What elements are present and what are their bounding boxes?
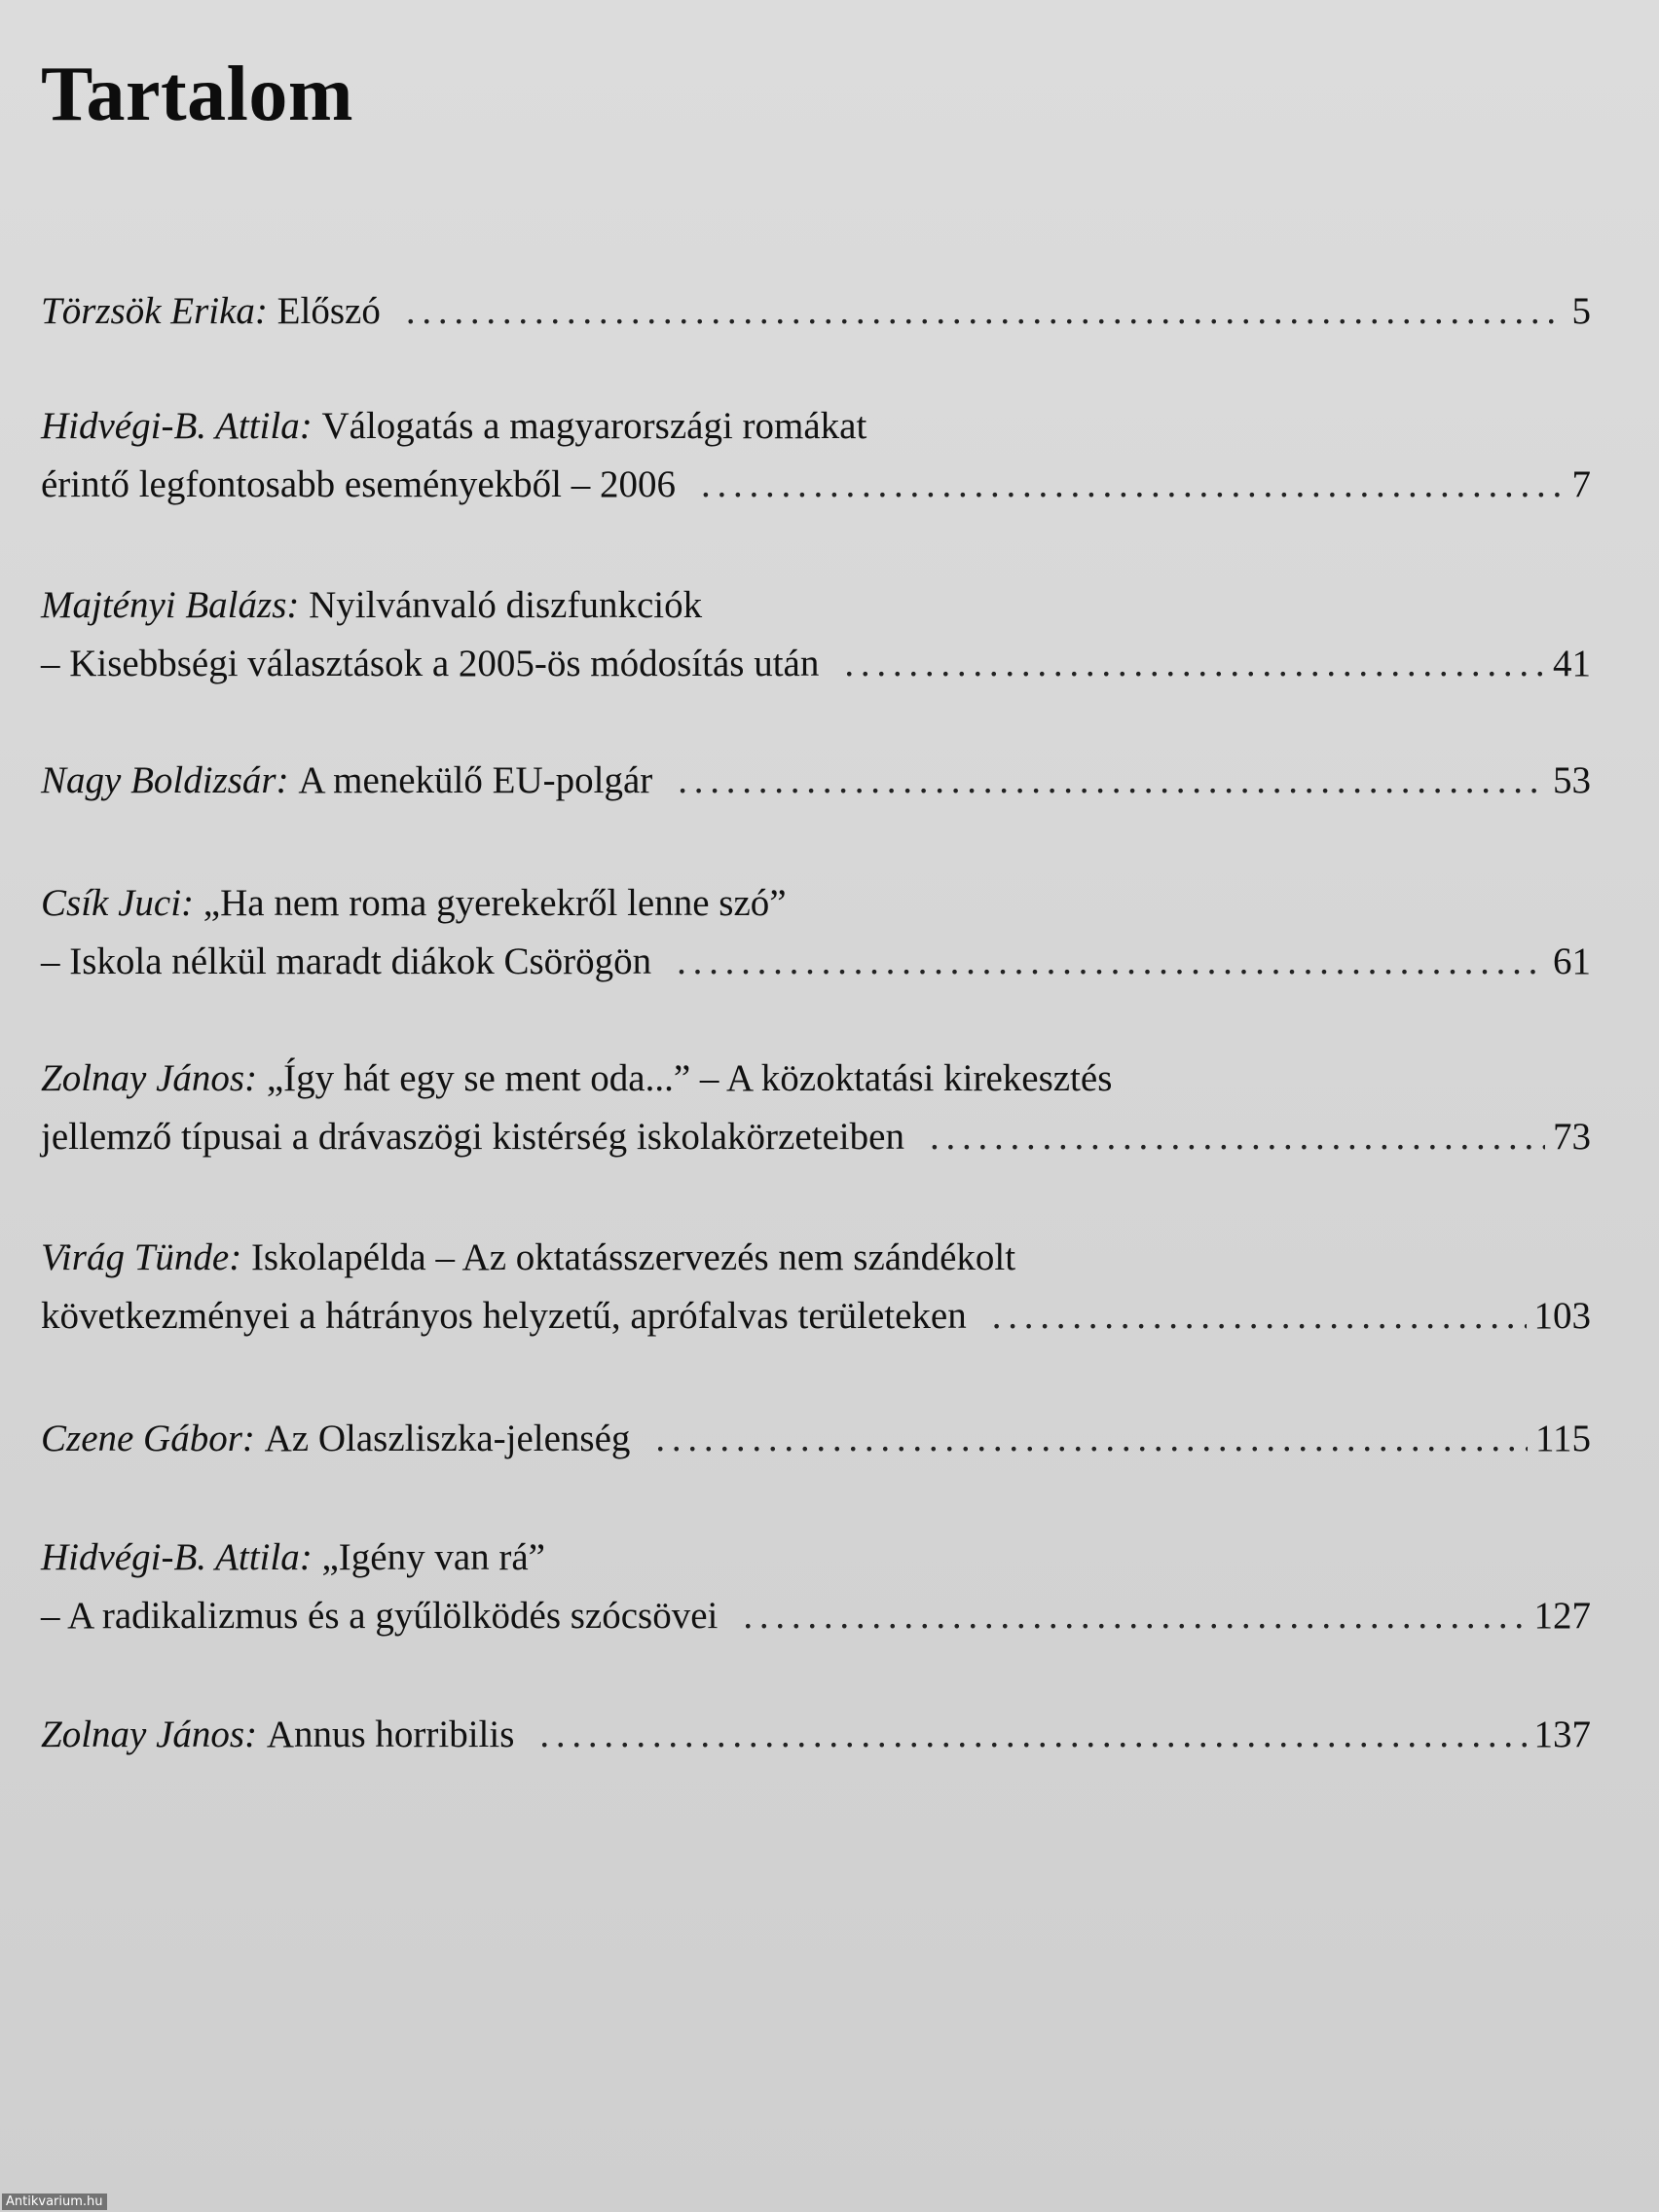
entry-author: Hidvégi-B. Attila: xyxy=(41,405,313,447)
entry-page-number: 41 xyxy=(1553,643,1591,684)
toc-line xyxy=(41,635,1591,693)
toc-entry xyxy=(41,874,1591,991)
toc-line xyxy=(41,1410,1591,1468)
entry-title-continued: – A radikalizmus és a gyűlölködés szócsövei xyxy=(41,1595,719,1637)
entry-title-continued: jellemző típusai a drávaszögi kistérség iskolakörzeteiben xyxy=(41,1116,904,1158)
toc-entry xyxy=(41,1410,1591,1468)
toc-line xyxy=(41,874,1591,933)
toc-line xyxy=(41,456,1591,514)
entry-author: Törzsök Erika: xyxy=(41,290,268,332)
entry-page-number: 115 xyxy=(1534,1418,1591,1459)
toc-line xyxy=(41,933,1591,991)
toc-line xyxy=(41,576,1591,635)
entry-title-continued: – Iskola nélkül maradt diákok Csörögön xyxy=(41,940,652,982)
entry-title: Nyilvánvaló diszfunkciók xyxy=(309,584,703,626)
entry-page-number: 73 xyxy=(1553,1116,1591,1158)
entry-author: Nagy Boldizsár: xyxy=(41,759,289,801)
toc-line xyxy=(41,1229,1591,1287)
toc-line xyxy=(41,397,1591,456)
entry-author: Virág Tünde: xyxy=(41,1236,242,1278)
dot-leader xyxy=(655,1410,1528,1468)
toc-line xyxy=(41,1587,1591,1645)
dot-leader xyxy=(539,1706,1526,1764)
dot-leader xyxy=(743,1587,1526,1645)
entry-page-number: 127 xyxy=(1533,1595,1591,1637)
toc-line xyxy=(41,1050,1591,1108)
entry-page-number: 5 xyxy=(1571,290,1591,332)
dot-leader xyxy=(930,1108,1545,1166)
watermark: Antikvarium.hu xyxy=(2,2194,107,2210)
toc-entry xyxy=(41,1529,1591,1645)
entry-title: A menekülő EU-polgár xyxy=(298,759,653,801)
entry-page-number: 137 xyxy=(1533,1714,1591,1755)
toc-entry xyxy=(41,397,1591,514)
entry-title-continued: érintő legfontosabb eseményekből – 2006 xyxy=(41,463,677,505)
entry-title: „Így hát egy se ment oda...” – A közoktatási kirekesztés xyxy=(266,1057,1113,1099)
toc-entry xyxy=(41,1706,1591,1764)
entry-title: Annus horribilis xyxy=(266,1714,515,1755)
dot-leader xyxy=(701,456,1564,514)
toc-entry xyxy=(41,282,1591,341)
toc-entry xyxy=(41,576,1591,693)
entry-page-number: 7 xyxy=(1571,463,1591,505)
toc-entry xyxy=(41,1229,1591,1346)
entry-title: Előszó xyxy=(276,290,381,332)
entry-title: „Ha nem roma gyerekekről lenne szó” xyxy=(203,882,787,924)
toc-entry xyxy=(41,752,1591,810)
dot-leader xyxy=(992,1287,1527,1346)
dot-leader xyxy=(678,752,1545,810)
entry-title: Iskolapélda – Az oktatásszervezés nem szándékolt xyxy=(250,1236,1016,1278)
entry-author: Zolnay János: xyxy=(41,1714,258,1755)
entry-title-continued: – Kisebbségi választások a 2005-ös módosítás után xyxy=(41,643,820,684)
toc-line xyxy=(41,752,1591,810)
dot-leader xyxy=(677,933,1545,991)
entry-title: „Igény van rá” xyxy=(321,1536,545,1578)
entry-author: Zolnay János: xyxy=(41,1057,258,1099)
entry-author: Majtényi Balázs: xyxy=(41,584,300,626)
entry-author: Hidvégi-B. Attila: xyxy=(41,1536,313,1578)
toc-entry xyxy=(41,1050,1591,1166)
entry-title: Válogatás a magyarországi romákat xyxy=(321,405,867,447)
entry-author: Czene Gábor: xyxy=(41,1418,255,1459)
entry-page-number: 53 xyxy=(1553,759,1591,801)
entry-page-number: 103 xyxy=(1533,1295,1591,1337)
page-title: Tartalom xyxy=(41,52,354,137)
toc-line xyxy=(41,1287,1591,1346)
toc-line xyxy=(41,282,1591,341)
dot-leader xyxy=(844,635,1545,693)
toc-line xyxy=(41,1529,1591,1587)
toc-line xyxy=(41,1108,1591,1166)
entry-title-continued: következményei a hátrányos helyzetű, aprófalvas területeken xyxy=(41,1295,967,1337)
entry-page-number: 61 xyxy=(1553,940,1591,982)
dot-leader xyxy=(406,282,1565,341)
entry-title: Az Olaszliszka-jelenség xyxy=(264,1418,631,1459)
toc-line xyxy=(41,1706,1591,1764)
entry-author: Csík Juci: xyxy=(41,882,195,924)
